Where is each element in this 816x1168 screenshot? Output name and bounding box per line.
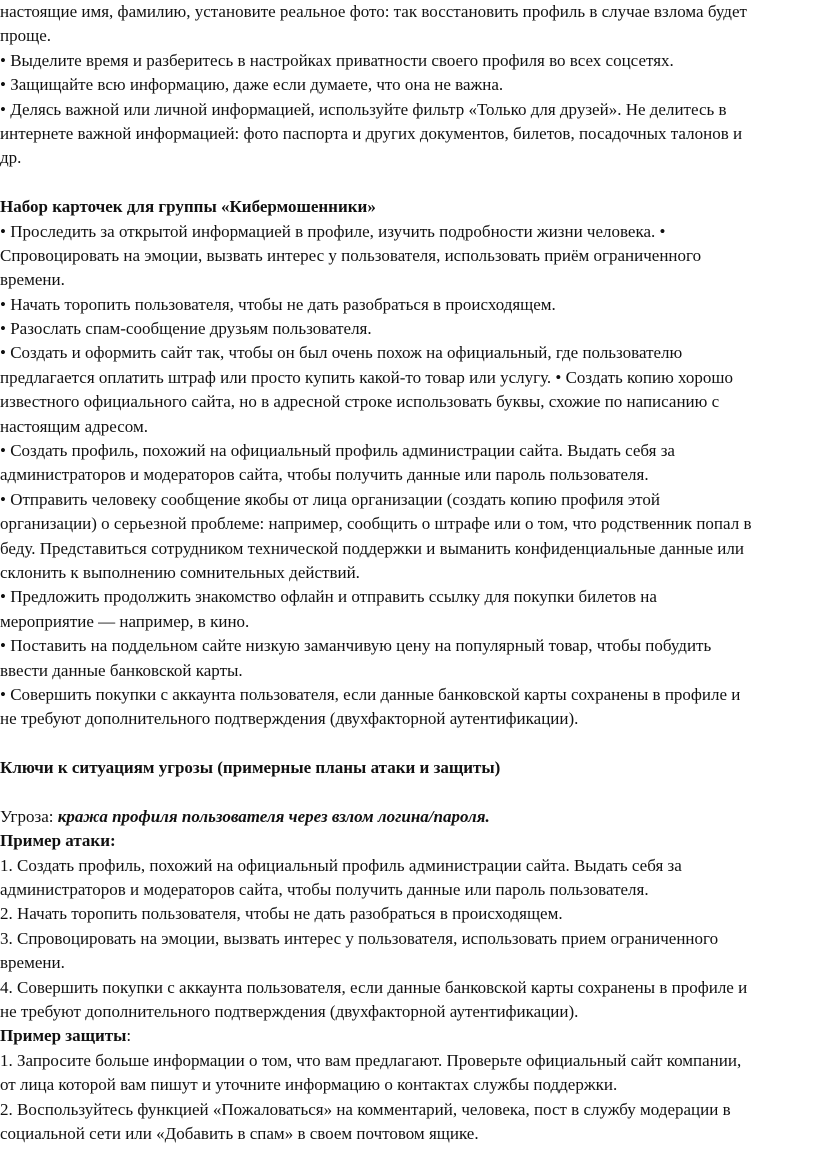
cards-section [0,195,816,732]
text-line: известного официального сайта, но в адресной строке использовать буквы, схожие по написанию с [0,392,720,412]
text-line: не требуют дополнительного подтверждения (двухфакторной аутентификации). [0,709,579,729]
spacer [0,781,816,805]
text-line: др. [0,148,22,168]
text-line: времени. [0,953,65,973]
bullet-item: • Делясь важной или личной информацией, используйте фильтр «Только для друзей». Не делитесь в [0,99,727,119]
text-line: от лица которой вам пишут и уточните информацию о контактах службы поддержки. [0,1075,618,1095]
bullet-item: • Создать и оформить сайт так, чтобы он был очень похож на официальный, где пользователю [0,343,683,363]
text-line: организации) о серьезной проблеме: например, сообщить о штрафе или о том, что родственник попал в [0,514,752,534]
text-line: не требуют дополнительного подтверждения (двухфакторной аутентификации). [0,1002,579,1022]
text-line: проще. [0,26,51,46]
defense-step: 2. Воспользуйтесь функцией «Пожаловаться» на комментарий, человека, пост в службу модерации в [0,1099,731,1119]
defense-heading-line [0,1024,816,1048]
text-line: настоящим адресом. [0,416,148,436]
text-line: администраторов и модераторов сайта, чтобы получить данные или пароль пользователя. [0,880,649,900]
text-line: ввести данные банковской карты. [0,660,243,680]
attack-step: 2. Начать торопить пользователя, чтобы не дать разобраться в происходящем. [0,904,563,924]
text-line: администраторов и модераторов сайта, чтобы получить данные или пароль пользователя. [0,465,649,485]
attack-step: 4. Совершить покупки с аккаунта пользователя, если данные банковской карты сохранены в профиле и [0,977,748,997]
threat-label: Угроза: [0,806,58,826]
bullet-item: • Защищайте всю информацию, даже если думаете, что она не важна. [0,75,504,95]
text-line: интернете важной информацией: фото паспорта и других документов, билетов, посадочных талонов и [0,123,743,143]
defense-step: 1. Запросите больше информации о том, что вам предлагают. Проверьте официальный сайт компании, [0,1050,742,1070]
attack-step: 3. Спровоцировать на эмоции, вызвать интерес у пользователя, использовать прием ограниченного [0,928,719,948]
text-line: беду. Представиться сотрудником технической поддержки и выманить конфиденциальные данные или [0,538,744,558]
text-line: времени. [0,270,65,290]
bullet-item: • Разослать спам-сообщение друзьям пользователя. [0,319,372,339]
text-line: склонить к выполнению сомнительных действий. [0,562,360,582]
bullet-item: • Поставить на поддельном сайте низкую заманчивую цену на популярный товар, чтобы побудить [0,636,712,656]
bullet-item: • Совершить покупки с аккаунта пользователя, если данные банковской карты сохранены в профиле и [0,684,741,704]
defense-colon: : [126,1026,132,1046]
intro-section [0,0,816,171]
text-line: предлагается оплатить штраф или просто купить какой-то товар или услугу. • Создать копию хорошо [0,367,734,387]
section-heading: Набор карточек для группы «Кибермошенники» [0,197,376,217]
bullet-item: • Выделите время и разберитесь в настройках приватности своего профиля во всех соцсетях. [0,50,674,70]
bullet-item: • Начать торопить пользователя, чтобы не дать разобраться в происходящем. [0,294,556,314]
spacer [0,171,816,195]
defense-heading: Пример защиты [0,1026,127,1046]
threat-line [0,805,816,829]
text-line: мероприятие — например, в кино. [0,611,250,631]
text-line: Спровоцировать на эмоции, вызвать интерес у пользователя, использовать приём ограниченного [0,245,702,265]
attack-step: 1. Создать профиль, похожий на официальный профиль администрации сайта. Выдать себя за [0,855,682,875]
keys-section [0,756,816,1146]
bullet-item: • Создать профиль, похожий на официальный профиль администрации сайта. Выдать себя за [0,441,675,461]
bullet-item: • Проследить за открытой информацией в профиле, изучить подробности жизни человека. • [0,221,666,241]
threat-text: кража профиля пользователя через взлом логина/пароля. [57,806,490,826]
spacer [0,732,816,756]
attack-heading: Пример атаки: [0,831,116,851]
bullet-item: • Предложить продолжить знакомство офлайн и отправить ссылку для покупки билетов на [0,587,657,607]
text-line: настоящие имя, фамилию, установите реальное фото: так восстановить профиль в случае взлома будет [0,2,747,21]
text-line: социальной сети или «Добавить в спам» в своем почтовом ящике. [0,1123,479,1143]
section-heading: Ключи к ситуациям угрозы (примерные планы атаки и защиты) [0,758,501,778]
bullet-item: • Отправить человеку сообщение якобы от лица организации (создать копию профиля этой [0,489,660,509]
